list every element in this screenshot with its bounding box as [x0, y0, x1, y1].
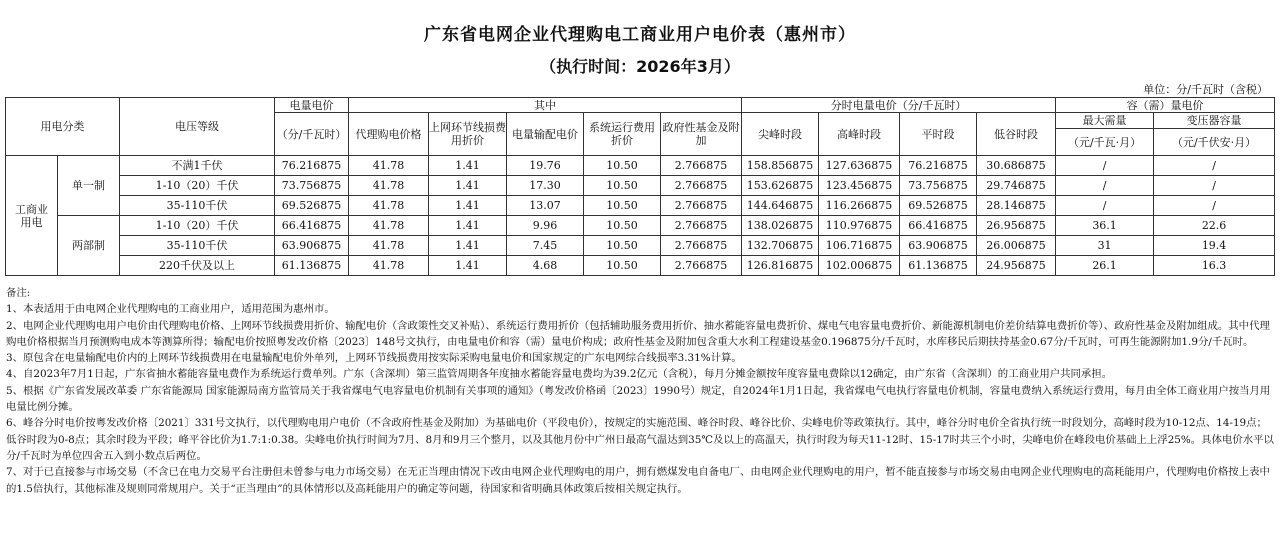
- note-item: 6、峰谷分时电价按粤发改价格〔2021〕331号文执行，以代理购电用户电价（不含政府性基金及附加）为基础电价（平段电价），按规定的实施范围、峰谷时段、峰谷比价、尖峰电价等政策执行。其中，峰谷分时电价全省执行统一时段划分，高峰时段为10-12点、14-19点；低谷时段为0-8点；其余时段为平段；峰平谷比价为1.7:1:0.38。尖峰电价执行时间为7月、8月和9月三个整月，以及其他月份中广州日最高气温达到35℃及以上的高温天，执行时段为每天11-12时、15-17时共三个小时，尖峰电价在峰段电价基础上上浮25%。具体电价水平以分/千瓦时为单位四舍五入到小数点后两位。: [6, 417, 1274, 462]
- cell-voltage: 1-10（20）千伏: [120, 176, 275, 196]
- cell: 24.956875: [977, 256, 1056, 276]
- cell: 1.41: [429, 256, 507, 276]
- cell: 2.766875: [661, 236, 742, 256]
- cell: 63.906875: [900, 236, 977, 256]
- table-row: [6, 236, 1275, 256]
- cell: 2.766875: [661, 156, 742, 176]
- cell: 26.956875: [977, 216, 1056, 236]
- cell-voltage: 220千伏及以上: [120, 256, 275, 276]
- header-max-demand-unit: （元/千瓦·月）: [1056, 129, 1154, 156]
- cell: 126.816875: [742, 256, 819, 276]
- header-high: 高峰时段: [819, 113, 900, 156]
- cell-voltage: 不满1千伏: [120, 156, 275, 176]
- cell: 30.686875: [977, 156, 1056, 176]
- cell: 41.78: [349, 196, 429, 216]
- cell: /: [1154, 176, 1275, 196]
- cell: 73.756875: [900, 176, 977, 196]
- cell: 10.50: [584, 176, 661, 196]
- price-table: [5, 97, 1275, 276]
- subgroup-two: 两部制: [58, 216, 120, 276]
- header-of-which: 其中: [349, 98, 742, 113]
- cell: 29.746875: [977, 176, 1056, 196]
- cell: 10.50: [584, 156, 661, 176]
- note-item: 3、原包含在电量输配电价内的上网环节线损费用在电量输配电价外单列，上网环节线损费用按实际采购电量电价和国家规定的广东电网综合线损率3.31%计算。: [6, 352, 742, 365]
- note-item: 4、自2023年7月1日起，广东省抽水蓄能容量电费作为系统运行费单列。广东（含深圳）第三监管周期各年度抽水蓄能容量电费均为39.2亿元（含税），每月分摊金额按年度容量电费除以12确定，由广东省（含深圳）的工商业用户共同承担。: [6, 368, 1113, 381]
- cell: 2.766875: [661, 216, 742, 236]
- header-category: 用电分类: [6, 98, 120, 156]
- notes: [6, 285, 1274, 497]
- subgroup-single: 单一制: [58, 156, 120, 216]
- notes-heading: 备注:: [6, 287, 31, 299]
- cell: 28.146875: [977, 196, 1056, 216]
- cell: /: [1056, 156, 1154, 176]
- table-row: [6, 156, 1275, 176]
- header-peak: 尖峰时段: [742, 113, 819, 156]
- header-transformer-unit: （元/千伏安·月）: [1154, 129, 1275, 156]
- cell: 66.416875: [275, 216, 349, 236]
- page-subtitle: （执行时间：2026年3月）: [540, 57, 740, 76]
- note-item: 2、电网企业代理购电用户电价由代理购电价格、上网环节线损费用折价、输配电价（含政策性交叉补贴）、系统运行费用折价（包括辅助服务费用折价、抽水蓄能容量电费折价、煤电气电容量电费折价、新能源机制电价差价结算电费折价等）、政府性基金及附加组成。其中代理购电价格根据当月预测购电成本等测算所得；输配电价按照粤发改价格〔2023〕148号文执行，由电量电价和容（需）量电价构成；政府性基金及附加包含重大水利工程建设基金0.196875分/千瓦时，水库移民后期扶持基金0.67分/千瓦时，可再生能源附加1.9分/千瓦时。: [6, 319, 1270, 348]
- cell: 116.266875: [819, 196, 900, 216]
- cell: 76.216875: [900, 156, 977, 176]
- cell: 7.45: [507, 236, 584, 256]
- cell: 153.626875: [742, 176, 819, 196]
- cell: 61.136875: [275, 256, 349, 276]
- header-capacity: 容（需）量电价: [1056, 98, 1275, 113]
- cell: 10.50: [584, 216, 661, 236]
- cell: 4.68: [507, 256, 584, 276]
- note-item: 1、本表适用于由电网企业代理购电的工商业用户，适用范围为惠州市。: [6, 303, 335, 316]
- cell: 1.41: [429, 216, 507, 236]
- cell: 31: [1056, 236, 1154, 256]
- cell: /: [1154, 156, 1275, 176]
- table-row: [6, 256, 1275, 276]
- table-row: [6, 176, 1275, 196]
- header-transformer: 变压器容量: [1154, 113, 1275, 129]
- cell: 41.78: [349, 256, 429, 276]
- cell: 41.78: [349, 176, 429, 196]
- cell: 2.766875: [661, 176, 742, 196]
- group-label: 工商业用电: [6, 156, 58, 276]
- cell: 26.006875: [977, 236, 1056, 256]
- cell: 19.76: [507, 156, 584, 176]
- cell: /: [1056, 196, 1154, 216]
- cell: 10.50: [584, 256, 661, 276]
- note-item: 5、根据《广东省发展改革委 广东省能源局 国家能源局南方监管局关于我省煤电气电容量电价机制有关事项的通知》（粤发改价格函〔2023〕1990号）规定，自2024年1月1日起，我省煤电气电执行容量电价机制，容量电费纳入系统运行费用，每月由全体工商业用户按当月用电量比例分摊。: [6, 384, 1271, 414]
- cell: 41.78: [349, 236, 429, 256]
- cell: 10.50: [584, 196, 661, 216]
- cell: 144.646875: [742, 196, 819, 216]
- cell: 69.526875: [900, 196, 977, 216]
- cell: 73.756875: [275, 176, 349, 196]
- cell: 2.766875: [661, 196, 742, 216]
- cell: 66.416875: [900, 216, 977, 236]
- cell: 127.636875: [819, 156, 900, 176]
- cell: 69.526875: [275, 196, 349, 216]
- cell: 22.6: [1154, 216, 1275, 236]
- cell: 61.136875: [900, 256, 977, 276]
- cell-voltage: 35-110千伏: [120, 196, 275, 216]
- cell-voltage: 35-110千伏: [120, 236, 275, 256]
- header-transmission: 电量输配电价: [507, 113, 584, 156]
- page-title: 广东省电网企业代理购电工商业用户电价表（惠州市）: [424, 25, 856, 45]
- cell: 63.906875: [275, 236, 349, 256]
- cell: 132.706875: [742, 236, 819, 256]
- unit-label: 单位：分/千瓦时（含税）: [1143, 83, 1268, 96]
- header-voltage: 电压等级: [120, 98, 275, 156]
- cell: 1.41: [429, 236, 507, 256]
- cell: 1.41: [429, 156, 507, 176]
- cell: 36.1: [1056, 216, 1154, 236]
- cell: /: [1056, 176, 1154, 196]
- header-energy-price-unit: （分/千瓦时）: [275, 113, 349, 156]
- cell: 158.856875: [742, 156, 819, 176]
- header-network-loss: 上网环节线损费用折价: [429, 113, 507, 156]
- cell: 110.976875: [819, 216, 900, 236]
- cell: 41.78: [349, 156, 429, 176]
- cell: 102.006875: [819, 256, 900, 276]
- cell: 13.07: [507, 196, 584, 216]
- cell: 123.456875: [819, 176, 900, 196]
- cell-voltage: 1-10（20）千伏: [120, 216, 275, 236]
- cell: 9.96: [507, 216, 584, 236]
- header-flat: 平时段: [900, 113, 977, 156]
- header-energy-price: 电量电价: [275, 98, 349, 113]
- cell: 1.41: [429, 176, 507, 196]
- header-tou: 分时电量电价（分/千瓦时）: [742, 98, 1056, 113]
- header-system-op: 系统运行费用折价: [584, 113, 661, 156]
- cell: 19.4: [1154, 236, 1275, 256]
- cell: 106.716875: [819, 236, 900, 256]
- cell: 1.41: [429, 196, 507, 216]
- table-row: [6, 216, 1275, 236]
- cell: 41.78: [349, 216, 429, 236]
- cell: 76.216875: [275, 156, 349, 176]
- header-gov-fund: 政府性基金及附加: [661, 113, 742, 156]
- cell: 10.50: [584, 236, 661, 256]
- header-max-demand: 最大需量: [1056, 113, 1154, 129]
- cell: 17.30: [507, 176, 584, 196]
- cell: 2.766875: [661, 256, 742, 276]
- cell: 26.1: [1056, 256, 1154, 276]
- cell: /: [1154, 196, 1275, 216]
- note-item: 7、对于已直接参与市场交易（不含已在电力交易平台注册但未曾参与电力市场交易）在无正当理由情况下改由电网企业代理购电的用户，拥有燃煤发电自备电厂、由电网企业代理购电的用户，暂不能直接参与市场交易由电网企业代理购电的高耗能用户，代理购电价格按上表中的1.5倍执行，其他标准及规则同常规用户。关于“正当理由”的具体情形以及高耗能用户的确定等问题，待国家和省明确具体政策后按相关规定执行。: [6, 466, 1270, 495]
- cell: 16.3: [1154, 256, 1275, 276]
- header-valley: 低谷时段: [977, 113, 1056, 156]
- table-row: [6, 196, 1275, 216]
- cell: 138.026875: [742, 216, 819, 236]
- header-agent-price: 代理购电价格: [349, 113, 429, 156]
